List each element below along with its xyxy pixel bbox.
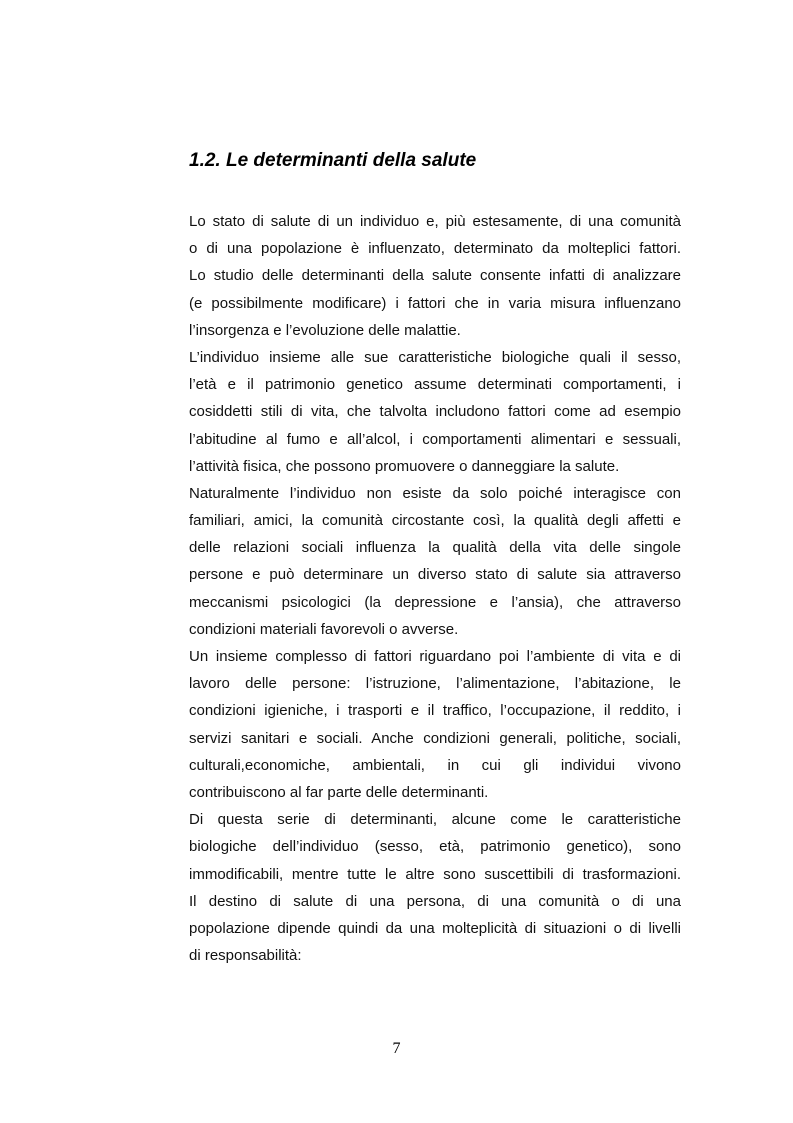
text-line: condizioni materiali favorevoli o avverse. bbox=[189, 620, 459, 638]
text-line: lavoro delle persone: l’istruzione, l’alimentazione, l’abitazione, le bbox=[189, 675, 681, 693]
text-line: l’abitudine al fumo e all’alcol, i comportamenti alimentari e sessuali, bbox=[189, 430, 681, 448]
text-line: contribuiscono al far parte delle determinanti. bbox=[189, 783, 489, 801]
text-line: Lo stato di salute di un individuo e, più estesamente, di una comunità bbox=[189, 213, 681, 230]
text-line: Naturalmente l’individuo non esiste da solo poiché interagisce con bbox=[189, 484, 681, 502]
paragraph bbox=[189, 208, 681, 344]
text-line: cosiddetti stili di vita, che talvolta includono fattori come ad esempio bbox=[189, 403, 681, 421]
text-line: Il destino di salute di una persona, di una comunità o di una bbox=[189, 892, 681, 910]
text-line: delle relazioni sociali influenza la qualità della vita delle singole bbox=[189, 539, 681, 557]
text-line: o di una popolazione è influenzato, determinato da molteplici fattori. bbox=[189, 240, 681, 258]
section-heading: 1.2. Le determinanti della salute bbox=[189, 150, 477, 171]
text-line: condizioni igieniche, i trasporti e il traffico, l’occupazione, il reddito, i bbox=[189, 702, 681, 720]
paragraph bbox=[189, 643, 681, 806]
text-line: Un insieme complesso di fattori riguardano poi l’ambiente di vita e di bbox=[189, 648, 681, 665]
body-text bbox=[189, 208, 681, 969]
text-line: culturali,economiche, ambientali, in cui gli individui vivono bbox=[189, 756, 681, 774]
page-number: 7 bbox=[392, 1040, 401, 1057]
paragraph bbox=[189, 806, 681, 969]
text-line: biologiche dell’individuo (sesso, età, patrimonio genetico), sono bbox=[189, 838, 681, 856]
text-line: (e possibilmente modificare) i fattori che in varia misura influenzano bbox=[189, 294, 681, 312]
text-line: l’insorgenza e l’evoluzione delle malattie. bbox=[189, 321, 461, 339]
paragraph bbox=[189, 344, 681, 480]
text-line: L’individuo insieme alle sue caratteristiche biologiche quali il sesso, bbox=[189, 348, 681, 366]
text-line: l’età e il patrimonio genetico assume determinati comportamenti, i bbox=[189, 376, 681, 394]
paragraph bbox=[189, 480, 681, 643]
text-line: di responsabilità: bbox=[189, 947, 302, 965]
text-line: servizi sanitari e sociali. Anche condizioni generali, politiche, sociali, bbox=[189, 729, 681, 747]
text-line: Di questa serie di determinanti, alcune come le caratteristiche bbox=[189, 811, 681, 829]
text-line: immodificabili, mentre tutte le altre sono suscettibili di trasformazioni. bbox=[189, 865, 681, 883]
text-line: persone e può determinare un diverso stato di salute sia attraverso bbox=[189, 566, 681, 584]
text-line: Lo studio delle determinanti della salute consente infatti di analizzare bbox=[189, 267, 681, 285]
text-line: familiari, amici, la comunità circostante così, la qualità degli affetti e bbox=[189, 512, 681, 530]
text-line: l’attività fisica, che possono promuovere o danneggiare la salute. bbox=[189, 457, 620, 475]
text-line: popolazione dipende quindi da una molteplicità di situazioni o di livelli bbox=[189, 919, 681, 937]
text-line: meccanismi psicologici (la depressione e l’ansia), che attraverso bbox=[189, 593, 681, 611]
